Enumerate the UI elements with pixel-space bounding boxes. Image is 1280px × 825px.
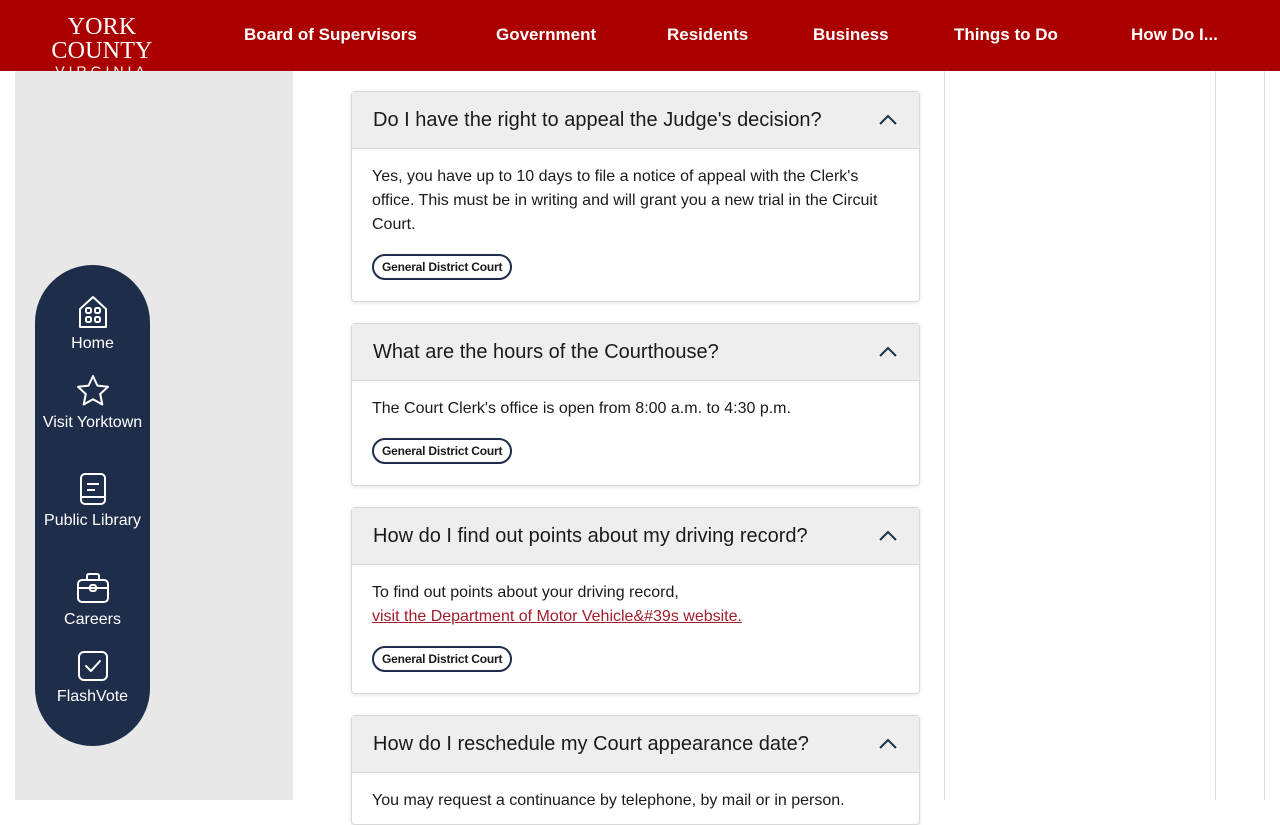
faq-answer-text: To find out points about your driving record,	[372, 584, 679, 601]
quick-link-visit-yorktown[interactable]	[35, 374, 150, 433]
faq-answer: You may request a continuance by telephone, by mail or in person.	[372, 792, 845, 809]
quick-link-label: Visit Yorktown	[42, 414, 143, 431]
faq-item	[351, 715, 920, 825]
chevron-up-icon	[879, 530, 897, 541]
house-icon	[77, 295, 109, 329]
faq-answer	[372, 581, 899, 629]
faq-toggle[interactable]	[352, 716, 919, 773]
faq-toggle[interactable]	[352, 508, 919, 565]
quick-link-label: Careers	[64, 611, 121, 628]
nav-business[interactable]: Business	[813, 25, 889, 44]
chevron-up-icon	[879, 346, 897, 357]
faq-item	[351, 91, 920, 302]
logo-title: YORK COUNTY	[51, 14, 153, 64]
quick-link-careers[interactable]	[35, 571, 150, 630]
right-sidebar	[944, 71, 1216, 800]
quick-link-public-library[interactable]	[35, 472, 150, 531]
quick-link-label: Home	[71, 335, 114, 352]
dmv-website-link[interactable]: visit the Department of Motor Vehicle&#39s website.	[372, 608, 742, 625]
quick-link-home[interactable]	[35, 295, 150, 354]
quick-link-label: FlashVote	[56, 688, 129, 705]
site-header	[0, 0, 1280, 71]
category-tag[interactable]: General District Court	[372, 254, 512, 280]
chevron-up-icon	[879, 114, 897, 125]
faq-question: How do I reschedule my Court appearance date?	[373, 733, 809, 755]
nav-how-do-i[interactable]: How Do I...	[1131, 25, 1218, 44]
faq-toggle[interactable]	[352, 92, 919, 149]
quick-link-label: Public Library	[44, 512, 141, 529]
nav-board-of-supervisors[interactable]: Board of Supervisors	[244, 25, 417, 44]
category-tag[interactable]: General District Court	[372, 646, 512, 672]
faq-question: How do I find out points about my driving record?	[373, 525, 808, 547]
category-tag[interactable]: General District Court	[372, 438, 512, 464]
site-logo[interactable]	[16, 15, 188, 79]
nav-residents[interactable]: Residents	[667, 25, 749, 44]
briefcase-icon	[76, 571, 110, 605]
checkbox-icon	[77, 650, 109, 682]
faq-answer: Yes, you have up to 10 days to file a notice of appeal with the Clerk's office. This must be in writing and will grant you a new trial in the Circuit Court.	[372, 168, 878, 233]
page-gutter	[1264, 71, 1280, 800]
chevron-up-icon	[879, 738, 897, 749]
nav-government[interactable]: Government	[496, 25, 597, 44]
faq-question: Do I have the right to appeal the Judge's decision?	[373, 109, 822, 131]
faq-answer: The Court Clerk's office is open from 8:00 a.m. to 4:30 p.m.	[372, 400, 791, 417]
book-icon	[78, 472, 108, 506]
star-icon	[76, 374, 110, 408]
faq-item	[351, 323, 920, 486]
faq-toggle[interactable]	[352, 324, 919, 381]
faq-item	[351, 507, 920, 694]
faq-question: What are the hours of the Courthouse?	[373, 341, 719, 363]
quick-links-bar	[35, 265, 150, 746]
quick-link-flashvote[interactable]	[35, 650, 150, 707]
nav-things-to-do[interactable]: Things to Do	[954, 25, 1058, 44]
